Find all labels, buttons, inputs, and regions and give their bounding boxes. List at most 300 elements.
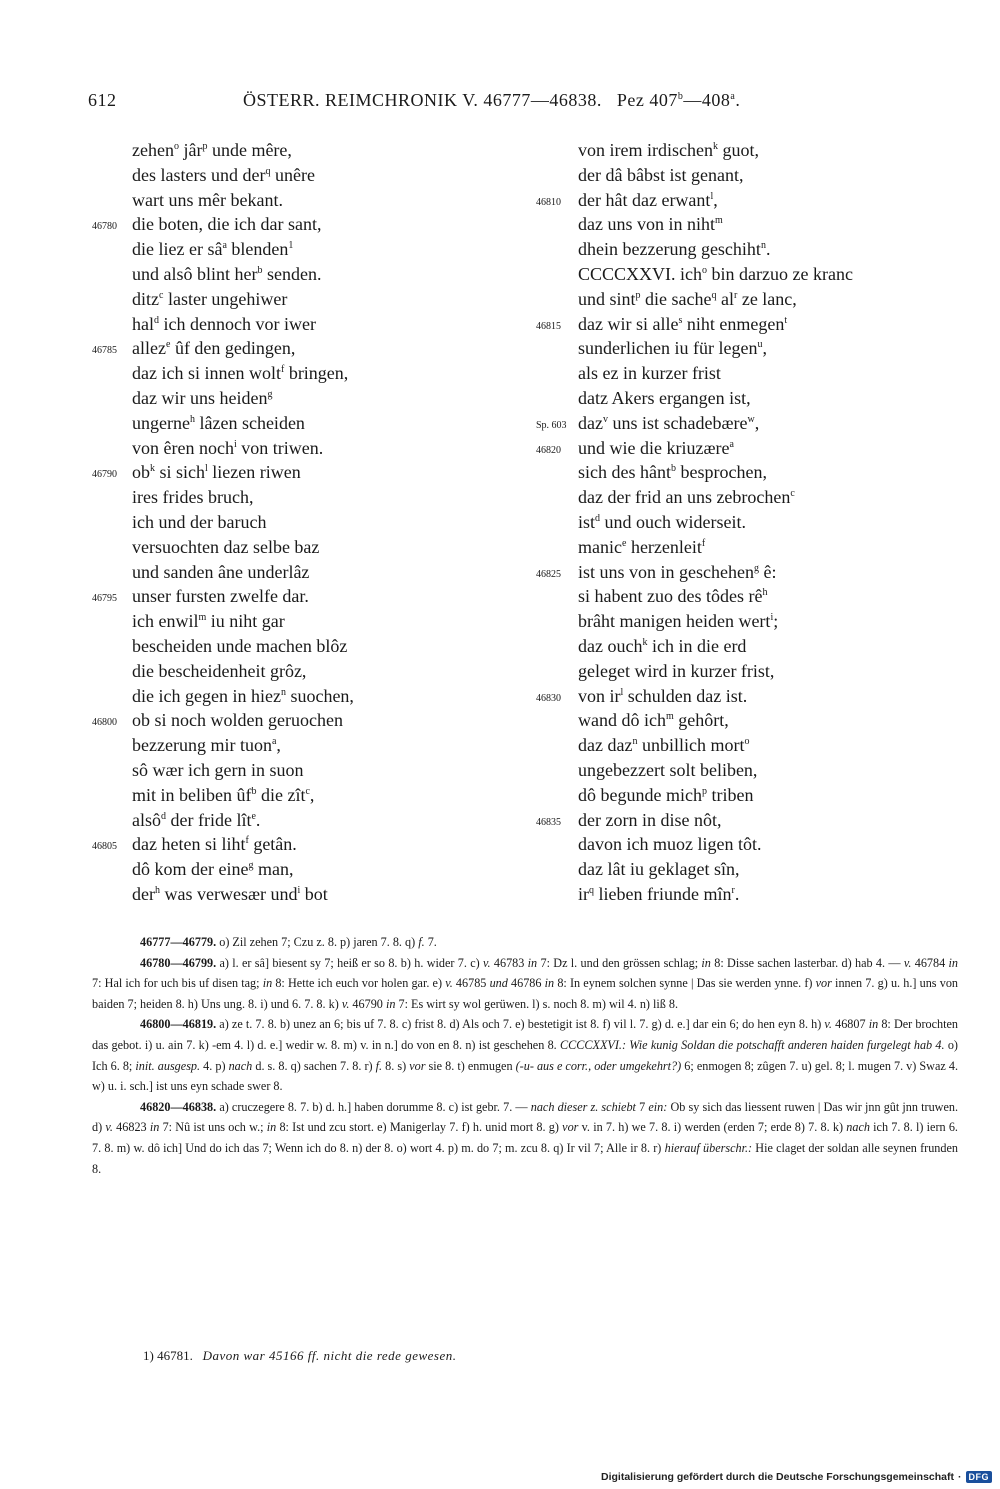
apparatus-marker: p (701, 785, 707, 797)
verse-line (92, 584, 512, 609)
apparatus-marker: d (154, 314, 159, 326)
verse-segment: die zît (256, 784, 306, 805)
apparatus-marker: b (257, 264, 263, 276)
verse-line (536, 708, 956, 733)
verse-text (578, 708, 729, 733)
apparatus-marker: o (702, 264, 708, 276)
verse-segment: dô begunde mich (578, 784, 702, 805)
verse-text (578, 188, 718, 213)
apparatus-marker: s (678, 314, 683, 326)
verse-segment: , (713, 189, 718, 210)
verse-line (536, 436, 956, 461)
apparatus-marker: m (198, 612, 207, 624)
verse-segment: von triwen. (236, 437, 324, 458)
verse-segment: jâr (178, 140, 203, 160)
line-number: 46780 (92, 221, 117, 233)
verse-segment: dô kom der eine (132, 859, 249, 880)
apparatus-marker: 1 (288, 240, 294, 252)
verse-line (536, 584, 956, 609)
verse-segment: ist (578, 511, 596, 532)
verse-text (132, 535, 319, 560)
verse-segment: die bescheidenheit grôz, (132, 660, 307, 681)
line-number: 46795 (92, 593, 117, 605)
verse-line (92, 634, 512, 659)
verse-text (132, 138, 292, 163)
verse-line (92, 857, 512, 882)
apparatus-paragraph: 46800—46819. a) ze t. 7. 8. b) unez an 6; bis uf 7. 8. c) frist 8. d) Als och 7. e) bestetigit ist 8. f) vil l. 7. g) d. e.] dar ein 6; do hen eyn 8. h) v. 46807 in 8: Der brochten das gebot. i) u. ain 7. k) -em 4. l) d. e.] wedir w. 8. m) v. in n.] do von en 8. n) ist geschehen 8. CCCCXXVI.: Wie kunig Soldan die potschafft anderen haiden furgelegt hab 4. o) Ich 6. 8; init. ausgesp. 4. p) nach d. s. 8. q) sachen 7. 8. r) f. 8. s) vor sie 8. t) enmugen (-u- aus e corr., oder umgekehrt?) 6; enmogen 8; zûgen 7. u) gel. 8; l. mugen 7. v) Swaz 4. w) u. i. sch.] ist uns eyn schade swer 8. (92, 1017, 959, 1094)
verse-text (132, 411, 305, 436)
verse-line (92, 188, 512, 213)
verse-segment: blenden (226, 239, 289, 260)
apparatus-marker: p (202, 141, 208, 152)
verse-text (578, 411, 759, 436)
verse-segment: . (734, 883, 740, 904)
verse-segment: daz wir si alle (578, 313, 679, 334)
verse-text (578, 485, 795, 510)
apparatus-marker: k (150, 463, 155, 475)
verse-line (536, 560, 956, 585)
verse-text (132, 684, 354, 709)
apparatus-marker: n (632, 736, 638, 748)
verse-line (92, 460, 512, 485)
verse-segment: si sich (155, 462, 206, 483)
verse-segment: und wie die kriuzære (578, 437, 730, 458)
apparatus-marker: n (760, 240, 766, 252)
verse-segment: ist uns von in geschehen (578, 561, 754, 582)
footnote-text: Davon war 45166 ff. nicht die rede gewesen. (202, 1348, 457, 1363)
apparatus-marker: i (233, 438, 237, 450)
line-number: 46805 (92, 841, 117, 853)
verse-line (536, 882, 956, 907)
verse-text (132, 857, 293, 882)
verse-segment: sunderlichen iu für legen (578, 338, 758, 359)
verse-text (578, 138, 759, 163)
apparatus-marker: n (280, 686, 286, 698)
apparatus-paragraph: 46777—46779. o) Zil zehen 7; Czu z. 8. p) jaren 7. 8. q) f. 7. (140, 935, 437, 949)
verse-segment: der fride lît (166, 809, 252, 830)
verse-line (92, 733, 512, 758)
verse-segment: bezzerung mir tuon (132, 735, 272, 756)
verse-text (578, 857, 739, 882)
verse-column-right (536, 138, 956, 907)
verse-segment: suochen, (285, 685, 354, 706)
verse-text (578, 882, 739, 907)
verse-segment: niht enmegen (682, 313, 785, 334)
apparatus-paragraph: 46780—46799. a) l. er sâ] biesent sy 7; heiß er so 8. b) h. wider 7. c) v. 46783 in 7: Dz l. und den grössen schlag; in 8: Disse sachen lasterbar. d) hab 4. — v. 46784 in 7: Hal ich for uch bis uf disen tag; in 8: Hette ich euch vor holen gar. e) v. 46785 und 46786 in 8: In eynem solchen synne | Das sie werden ynne. f) vor innen 7. g) u. h.] uns von baiden 7; heiden 8. h) Uns ung. 8. i) und 6. 7. 8. k) v. 46790 in 7: Es wirt sy wol gerüwen. l) s. noch 8. m) wil 4. n) liß 8. (92, 955, 959, 1011)
verse-segment: unser fursten zwelfe dar. (132, 586, 309, 607)
apparatus-marker: c (159, 289, 164, 301)
verse-segment: die boten, die ich dar sant, (132, 214, 322, 235)
verse-text (132, 882, 328, 907)
verse-text (578, 336, 767, 361)
verse-segment: der hât daz erwant (578, 189, 711, 210)
verse-line (536, 733, 956, 758)
apparatus-marker: b (670, 463, 676, 475)
apparatus-marker: h (762, 587, 768, 599)
verse-text (132, 188, 283, 213)
verse-segment: versuochten daz selbe baz (132, 536, 320, 557)
verse-segment: von irem irdischen (578, 140, 713, 160)
verse-text (578, 584, 767, 609)
verse-line (92, 659, 512, 684)
verse-line (536, 535, 956, 560)
verse-segment: si habent zuo des tôdes rê (578, 586, 763, 607)
verse-text (132, 808, 260, 833)
verse-text (132, 163, 315, 188)
verse-line (536, 287, 956, 312)
apparatus-marker: e (251, 810, 256, 822)
line-number: 46820 (536, 444, 561, 456)
verse-line (536, 684, 956, 709)
verse-text (578, 609, 778, 634)
apparatus-marker: o (744, 736, 750, 748)
verse-segment: liezen riwen (207, 462, 301, 483)
apparatus-marker: g (753, 562, 759, 574)
verse-text (132, 783, 314, 808)
verse-segment: , (762, 338, 767, 359)
verse-text (578, 212, 723, 237)
line-number: 46785 (92, 345, 117, 357)
verse-line (92, 684, 512, 709)
verse-text (578, 659, 774, 684)
verse-segment: der dâ bâbst ist genant, (578, 164, 744, 185)
verse-text (132, 708, 343, 733)
verse-segment: zehen (132, 140, 174, 160)
apparatus-marker: f (280, 364, 285, 376)
verse-segment: unbillich mort (637, 735, 745, 756)
verse-segment: man, (253, 859, 294, 880)
line-number: 46835 (536, 816, 561, 828)
verse-segment: brâht manigen heiden wert (578, 611, 771, 632)
verse-line (92, 262, 512, 287)
verse-text (578, 163, 743, 188)
verse-line (536, 163, 956, 188)
verse-line (536, 510, 956, 535)
footnote (143, 1348, 457, 1364)
verse-segment: lieben friunde mîn (594, 883, 732, 904)
verse-text (578, 262, 853, 287)
verse-text (132, 312, 316, 337)
apparatus-marker: l (710, 190, 714, 202)
verse-text (578, 634, 746, 659)
verse-text (132, 733, 281, 758)
apparatus-marker: i (297, 884, 301, 896)
verse-segment: daz der frid an uns zebrochen (578, 487, 791, 508)
verse-segment: wart uns mêr bekant. (132, 189, 283, 210)
verse-segment: der zorn in dise nôt, (578, 809, 722, 830)
verse-text (132, 386, 272, 411)
verse-text (578, 386, 751, 411)
verse-line (92, 808, 512, 833)
apparatus-marker: k (642, 636, 648, 648)
verse-line (536, 758, 956, 783)
verse-line (92, 138, 512, 163)
apparatus-marker: h (189, 413, 195, 425)
verse-text (578, 560, 776, 585)
verse-segment: . (255, 809, 261, 830)
verse-segment: was verwesær und (159, 883, 298, 904)
verse-line (92, 535, 512, 560)
verse-segment: geleget wird in kurzer frist, (578, 660, 775, 681)
verse-line (92, 609, 512, 634)
apparatus-marker: a (729, 438, 734, 450)
verse-text (578, 287, 797, 312)
verse-segment: als ez in kurzer frist (578, 363, 721, 384)
verse-line (92, 485, 512, 510)
running-title: ÖSTERR. REIMCHRONIK V. 46777—46838. Pez 407$^b$—408$^a$. (243, 90, 741, 110)
verse-text (578, 783, 753, 808)
verse-line (536, 832, 956, 857)
verse-line (92, 411, 512, 436)
verse-segment: , (276, 735, 281, 756)
verse-segment: ich in die erd (647, 635, 747, 656)
verse-segment: daz lât iu geklaget sîn, (578, 859, 740, 880)
line-number: 46790 (92, 469, 117, 481)
apparatus-marker: f (701, 537, 706, 549)
running-header (88, 90, 808, 118)
verse-line (536, 336, 956, 361)
verse-text (578, 808, 721, 833)
verse-segment: hal (132, 313, 154, 334)
verse-text (132, 436, 323, 461)
page-number: 612 (88, 90, 117, 110)
verse-text (578, 361, 721, 386)
verse-text (132, 510, 266, 535)
line-number: 46815 (536, 320, 561, 332)
verse-line (92, 386, 512, 411)
verse-segment: sô wær ich gern in suon (132, 759, 304, 780)
apparatus-marker: h (154, 884, 160, 896)
verse-segment: unde mêre, (207, 140, 292, 160)
apparatus-marker: a (222, 240, 227, 252)
verse-segment: ê: (758, 561, 777, 582)
verse-line (92, 336, 512, 361)
apparatus-marker: a (271, 736, 277, 748)
verse-segment: sich des hânt (578, 462, 671, 483)
apparatus-marker: m (715, 215, 723, 227)
verse-segment: allez (132, 338, 166, 359)
verse-text (132, 212, 321, 237)
verse-line (536, 312, 956, 337)
verse-segment: und alsô blint her (132, 263, 258, 284)
footnote-label: 1) 46781. (143, 1348, 193, 1363)
verse-segment: CCCCXXVI. ich (578, 263, 703, 284)
verse-text (132, 758, 303, 783)
verse-segment: gehôrt, (673, 710, 729, 731)
verse-segment: daz uns von in niht (578, 214, 715, 235)
verse-segment: manic (578, 536, 622, 557)
verse-line (92, 312, 512, 337)
verse-segment: guot, (717, 140, 759, 160)
verse-segment: ich dennoch vor iwer (159, 313, 316, 334)
verse-segment: daz daz (578, 735, 633, 756)
verse-line (536, 609, 956, 634)
apparatus-marker: g (248, 860, 254, 872)
verse-line (536, 212, 956, 237)
verse-line (536, 634, 956, 659)
verse-segment: daz heten si liht (132, 834, 246, 855)
apparatus-marker: q (589, 884, 594, 896)
verse-segment: ir (578, 883, 589, 904)
verse-line (536, 485, 956, 510)
verse-segment: besprochen, (675, 462, 767, 483)
verse-line (92, 832, 512, 857)
dfg-logo-icon: DFG (966, 1471, 993, 1483)
verse-text (132, 560, 309, 585)
verse-line (92, 882, 512, 907)
verse-text (578, 535, 705, 560)
verse-segment: getân. (248, 834, 297, 855)
verse-segment: die ich gegen in hiez (132, 685, 281, 706)
verse-segment: und sanden âne underlâz (132, 561, 310, 582)
verse-text (578, 733, 749, 758)
verse-segment: al (716, 288, 734, 309)
verse-segment: herzenleit (626, 536, 702, 557)
verse-line (92, 163, 512, 188)
verse-line (536, 237, 956, 262)
verse-segment: , (754, 412, 760, 433)
apparatus-marker: m (665, 711, 674, 723)
verse-segment: triben (706, 784, 754, 805)
verse-segment: dhein bezzerung geschiht (578, 239, 761, 260)
verse-segment: , (309, 784, 315, 805)
apparatus-paragraph: 46820—46838. a) cruczegere 8. 7. b) d. h.] haben dorumme 8. c) ist gebr. 7. — nach dieser z. schiebt 7 ein: Ob sy sich das liessent ruwen | Das wir jnn gût jnn truwen. d) v. 46823 in 7: Nû ist uns och w.; in 8: Ist und zcu stort. e) Manigerlay 7. f) h. unid mort 8. g) vor v. in 7. h) we 7. 8. i) werden (erden 7; erde 8) 7. 8. k) nach ich 7. 8. l) iern 6. 7. 8. m) w. dô ich] Und do ich das 7; Wenn ich do 8. n) der 8. o) wort 4. p) m. do 7; m. zcu 8. q) Ir vil 7; Alle ir 8. r) hierauf überschr.: Hie claget der soldan alle seynen frunden 8. (92, 1099, 959, 1176)
apparatus-marker: e (165, 339, 171, 351)
verse-segment: bringen, (284, 363, 349, 384)
apparatus-marker: f (245, 835, 249, 847)
apparatus-marker: c (305, 785, 310, 797)
verse-line (92, 560, 512, 585)
verse-line (536, 460, 956, 485)
verse-line (92, 436, 512, 461)
verse-text (132, 460, 301, 485)
verse-segment: uns ist schadebære (607, 412, 748, 433)
verse-segment: daz wir uns heiden (132, 387, 268, 408)
line-number: 46800 (92, 717, 117, 729)
verse-segment: alsô (132, 809, 161, 830)
verse-text (132, 634, 347, 659)
verse-line (92, 361, 512, 386)
verse-segment: davon ich muoz ligen tôt. (578, 834, 762, 855)
verse-segment: ûf den gedingen, (170, 338, 296, 359)
critical-apparatus (92, 932, 958, 1179)
line-number: Sp. 603 (536, 419, 567, 431)
digitization-credit: Digitalisierung gefördert durch die Deutsche Forschungsgemeinschaft · DFG (601, 1469, 992, 1485)
verse-line (536, 783, 956, 808)
verse-text (578, 436, 734, 461)
verse-line (92, 212, 512, 237)
apparatus-marker: c (790, 488, 795, 500)
verse-segment: laster ungehiwer (163, 288, 288, 309)
apparatus-marker: o (173, 141, 179, 152)
apparatus-marker: l (620, 686, 624, 698)
apparatus-marker: i (770, 612, 774, 624)
verse-segment: ungebezzert solt beliben, (578, 759, 758, 780)
line-number: 46810 (536, 196, 561, 208)
verse-line (92, 783, 512, 808)
verse-text (132, 287, 287, 312)
apparatus-marker: e (621, 537, 627, 549)
verse-segment: daz ouch (578, 635, 643, 656)
verse-text (132, 485, 253, 510)
line-number: 46830 (536, 692, 561, 704)
verse-line (92, 510, 512, 535)
verse-segment: schulden daz ist. (623, 685, 748, 706)
verse-line (536, 188, 956, 213)
apparatus-marker: r (733, 289, 738, 301)
verse-segment: datz Akers ergangen ist, (578, 387, 751, 408)
verse-segment: unêre (270, 164, 315, 185)
verse-segment: und ouch widerseit. (600, 511, 746, 532)
verse-segment: die sache (640, 288, 712, 309)
apparatus-marker: t (784, 314, 788, 326)
apparatus-marker: q (265, 165, 271, 177)
verse-segment: ze lanc, (737, 288, 797, 309)
verse-line (92, 287, 512, 312)
verse-segment: der (132, 883, 155, 904)
verse-text (578, 312, 787, 337)
apparatus-marker: p (635, 289, 641, 301)
verse-segment: ich enwil (132, 611, 199, 632)
verse-text (132, 361, 348, 386)
verse-segment: von êren noch (132, 437, 234, 458)
verse-segment: wand dô ich (578, 710, 666, 731)
verse-line (92, 708, 512, 733)
verse-segment: von ir (578, 685, 621, 706)
verse-segment: und sint (578, 288, 636, 309)
apparatus-marker: b (251, 785, 257, 797)
verse-segment: daz (578, 412, 603, 433)
verse-text (132, 584, 309, 609)
verse-text (578, 758, 757, 783)
verse-line (536, 138, 956, 163)
verse-text (132, 237, 293, 262)
verse-line (92, 758, 512, 783)
verse-segment: ; (773, 611, 779, 632)
verse-line (536, 262, 956, 287)
verse-segment: daz ich si innen wolt (132, 363, 281, 384)
verse-segment: ditz (132, 288, 159, 309)
verse-text (578, 832, 761, 857)
apparatus-marker: q (711, 289, 717, 301)
verse-text (132, 609, 285, 634)
verse-segment: ob si noch wolden geruochen (132, 710, 343, 731)
verse-segment: . (765, 239, 771, 260)
apparatus-marker: r (731, 884, 735, 896)
credit-text: Digitalisierung gefördert durch die Deutsche Forschungsgemeinschaft (601, 1471, 954, 1483)
apparatus-marker: d (595, 512, 601, 524)
verse-line (536, 808, 956, 833)
verse-segment: ungerne (132, 412, 190, 433)
verse-line (92, 237, 512, 262)
verse-line (536, 411, 956, 436)
verse-segment: ich und der baruch (132, 511, 267, 532)
apparatus-marker: l (205, 463, 208, 475)
verse-segment: ires frides bruch, (132, 487, 254, 508)
verse-text (132, 336, 295, 361)
apparatus-marker: u (757, 339, 763, 351)
verse-segment: senden. (262, 263, 322, 284)
verse-text (578, 237, 770, 262)
apparatus-marker: w (747, 413, 755, 425)
verse-segment: lâzen scheiden (194, 412, 305, 433)
apparatus-marker: v (602, 413, 608, 425)
verse-segment: ob (132, 462, 150, 483)
verse-segment: mit in beliben ûf (132, 784, 252, 805)
verse-text (132, 659, 306, 684)
verse-segment: iu niht gar (206, 611, 285, 632)
verse-line (536, 659, 956, 684)
